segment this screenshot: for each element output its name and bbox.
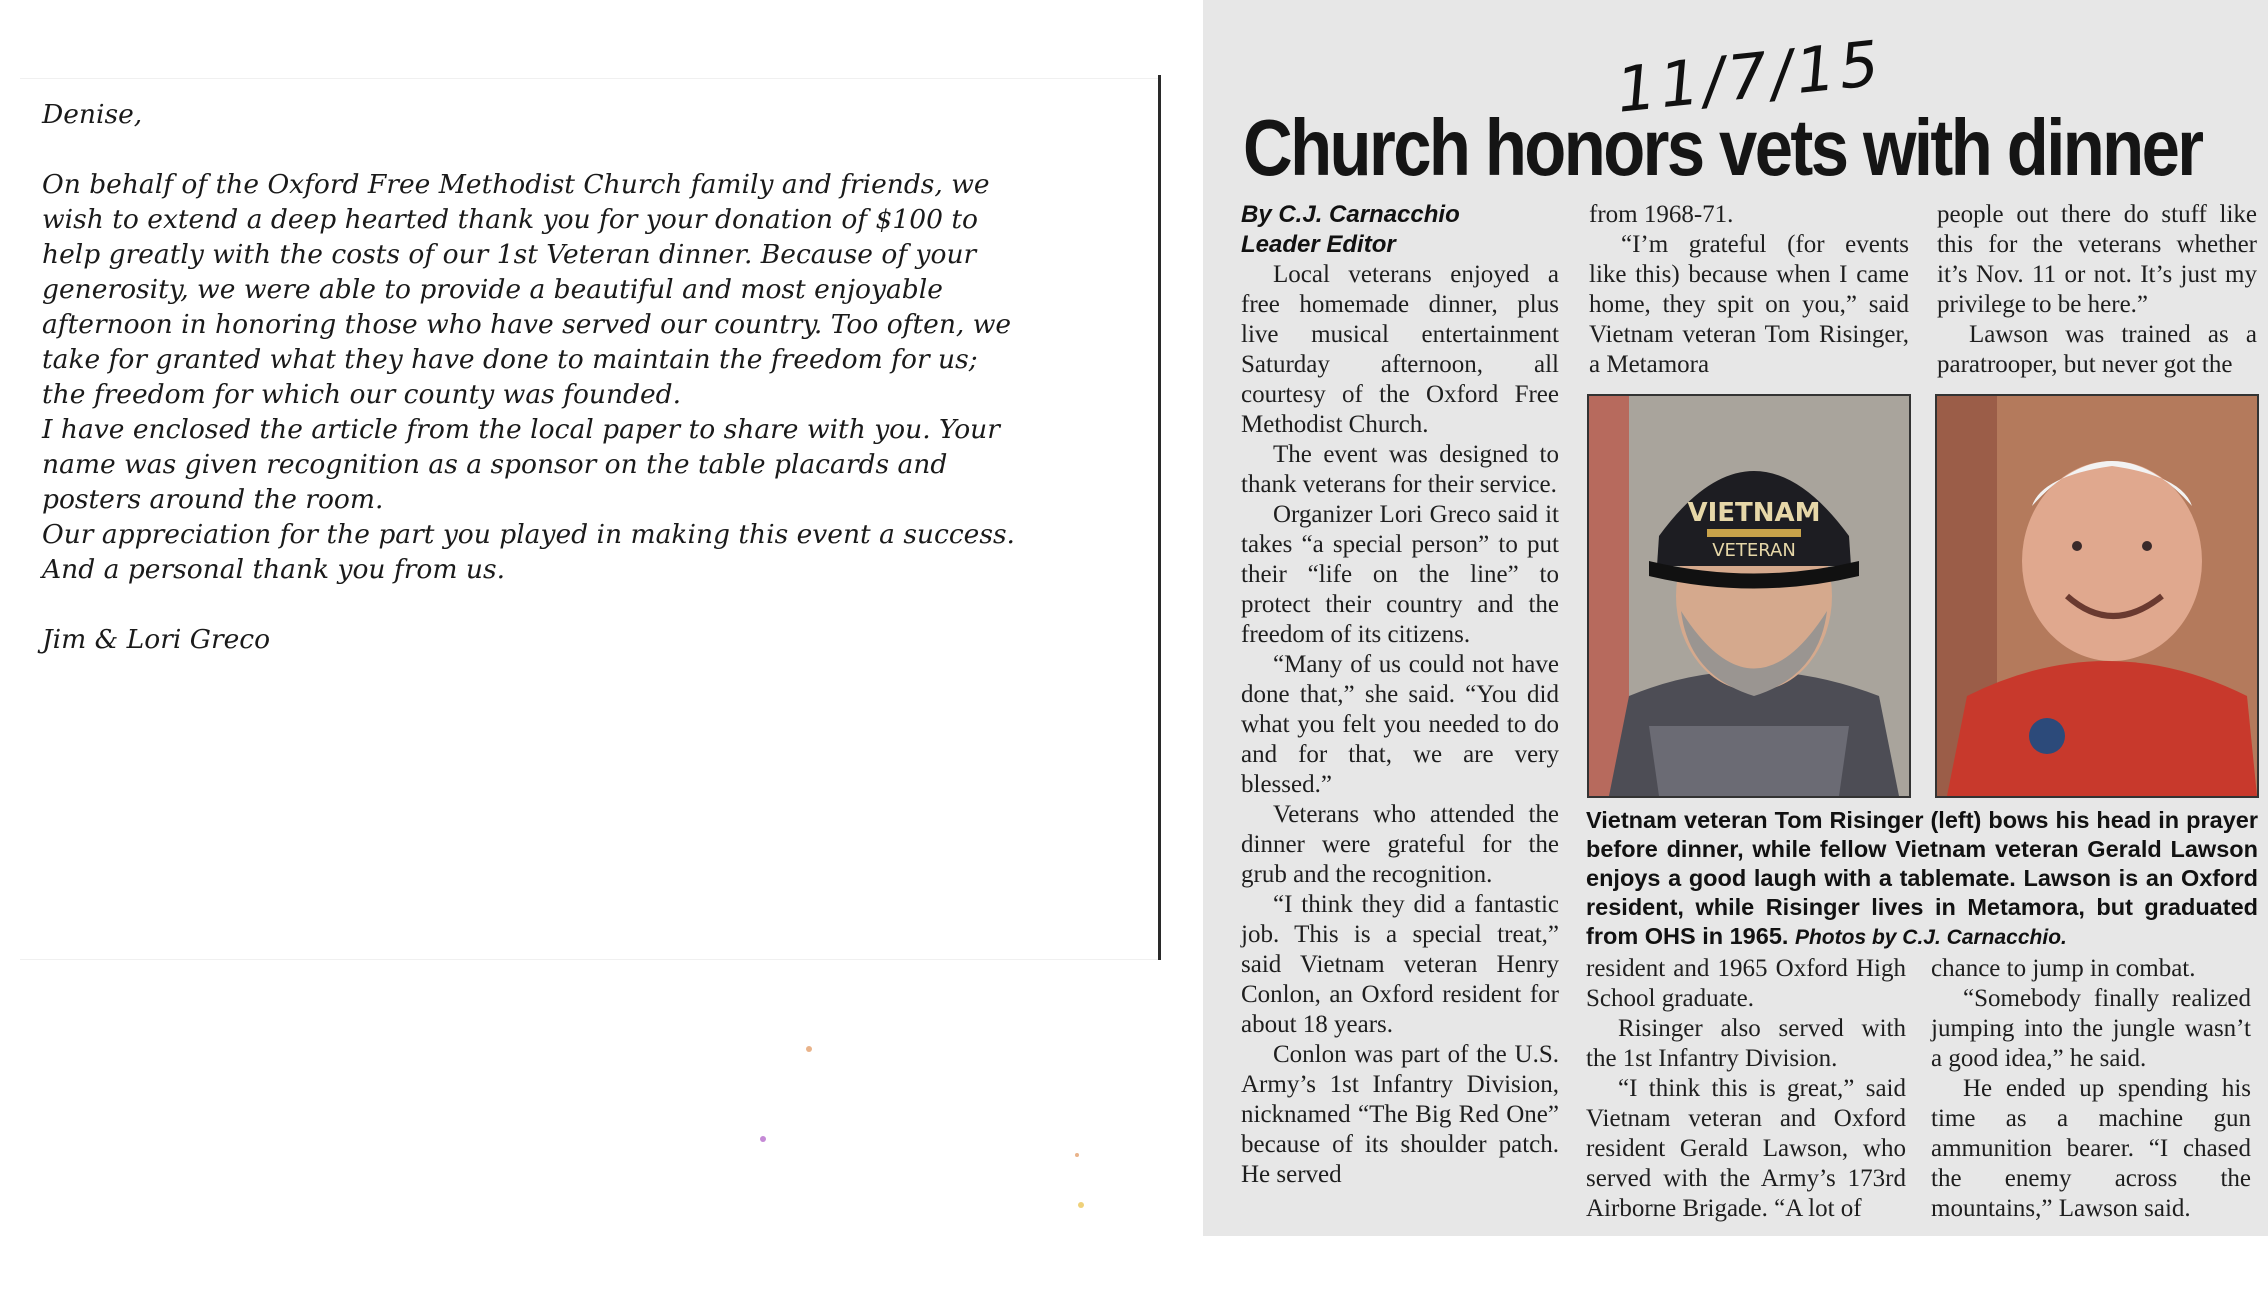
letter-line: afternoon in honoring those who have served our country. Too often, we (42, 309, 1012, 340)
caption-text: Vietnam veteran Tom Risinger (left) bows his head in prayer before dinner, while fellow Vietnam veteran Gerald Lawson enjoys a good laugh with a tablemate. Lawson is an Oxford resident, while Risinger lives in Metamora, but graduated from OHS in 1965. (1586, 807, 2258, 949)
letter-line: posters around the room. (42, 484, 384, 515)
article-column-2-top (1589, 200, 1909, 380)
cap-text-veteran: VETERAN (1712, 540, 1796, 561)
article-column-1 (1241, 200, 1559, 1190)
photo-tom-risinger (1587, 394, 1911, 798)
letter-line: Our appreciation for the part you played in making this event a success. (42, 519, 1015, 550)
letter-line: take for granted what they have done to maintain the freedom for us; (42, 344, 978, 375)
photo-credit: Photos by C.J. Carnacchio. (1794, 926, 2067, 949)
byline-title: Leader Editor (1241, 231, 1396, 258)
color-speck (806, 1046, 812, 1052)
letter-line: wish to extend a deep hearted thank you for your donation of $100 to (42, 204, 978, 235)
byline-name: By C.J. Carnacchio (1241, 201, 1460, 228)
letter-line: name was given recognition as a sponsor on the table placards and (42, 449, 948, 480)
letter-salutation: Denise, (42, 99, 143, 130)
letter-text (42, 97, 1122, 657)
article-column-2-bottom (1586, 954, 1906, 1224)
paragraph: Risinger also served with the 1st Infantry Division. (1586, 1015, 1906, 1072)
photo-caption (1586, 806, 2258, 952)
paragraph: “Somebody finally realized jumping into the jungle wasn’t a good idea,” he said. (1931, 985, 2251, 1072)
paragraph: “I think they did a fantastic job. This is a special treat,” said Vietnam veteran Henry Conlon, an Oxford resident for about 18 years. (1241, 891, 1559, 1038)
paragraph: “I’m grateful (for events like this) because when I came home, they spit on you,” said Vietnam veteran Tom Risinger, a Metamora (1589, 231, 1909, 378)
article-headline: Church honors vets with dinner (1243, 103, 2202, 192)
paragraph: Lawson was trained as a paratrooper, but never got the (1937, 321, 2257, 378)
paragraph: Local veterans enjoyed a free homemade dinner, plus live musical entertainment Saturday afternoon, all courtesy of the Oxford Free Methodist Church. (1241, 261, 1559, 438)
paragraph-continued: people out there do stuff like this for the veterans whether it’s Nov. 11 or not. It’s just my privilege to be here.” (1937, 201, 2257, 318)
letter-line: the freedom for which our county was founded. (42, 379, 682, 410)
photo-lawson-illustration (1937, 396, 2257, 796)
card-edge-shadow (1158, 75, 1161, 960)
handwritten-date: 11/7/15 (1612, 26, 1887, 127)
photo-risinger-illustration (1589, 396, 1909, 796)
paragraph: He ended up spending his time as a machine gun ammunition bearer. “I chased the enemy across the mountains,” Lawson said. (1931, 1075, 2251, 1222)
letter-line: On behalf of the Oxford Free Methodist Church family and friends, we (42, 169, 990, 200)
letter-line: generosity, we were able to provide a beautiful and most enjoyable (42, 274, 943, 305)
paragraph: Conlon was part of the U.S. Army’s 1st Infantry Division, nicknamed “The Big Red One” because of its shoulder patch. He served (1241, 1041, 1559, 1188)
paragraph-continued: resident and 1965 Oxford High School graduate. (1586, 955, 1906, 1012)
paragraph: Organizer Lori Greco said it takes “a special person” to put their “life on the line” to protect their country and the freedom of its citizens. (1241, 501, 1559, 648)
paragraph: The event was designed to thank veterans for their service. (1241, 441, 1559, 498)
photo-gerald-lawson (1935, 394, 2259, 798)
color-speck (1078, 1202, 1084, 1208)
color-speck (760, 1136, 766, 1142)
letter-line: I have enclosed the article from the local paper to share with you. Your (42, 414, 1000, 445)
paragraph-continued: from 1968-71. (1589, 201, 1734, 228)
newspaper-clipping (1203, 0, 2268, 1236)
article-column-3-bottom (1931, 954, 2251, 1224)
paragraph: “I think this is great,” said Vietnam veteran and Oxford resident Gerald Lawson, who served with the Army’s 173rd Airborne Brigade. “A lot of (1586, 1075, 1906, 1222)
article-column-3-top (1937, 200, 2257, 380)
color-speck (1075, 1153, 1079, 1157)
paragraph-continued: chance to jump in combat. (1931, 955, 2196, 982)
cap-text-vietnam: VIETNAM (1687, 498, 1821, 528)
paragraph: Veterans who attended the dinner were grateful for the grub and the recognition. (1241, 801, 1559, 888)
letter-signature: Jim & Lori Greco (42, 624, 271, 655)
paragraph: “Many of us could not have done that,” she said. “You did what you felt you needed to do and for that, we are very blessed.” (1241, 651, 1559, 798)
letter-line: help greatly with the costs of our 1st Veteran dinner. Because of your (42, 239, 977, 270)
letter-line: And a personal thank you from us. (42, 554, 505, 585)
